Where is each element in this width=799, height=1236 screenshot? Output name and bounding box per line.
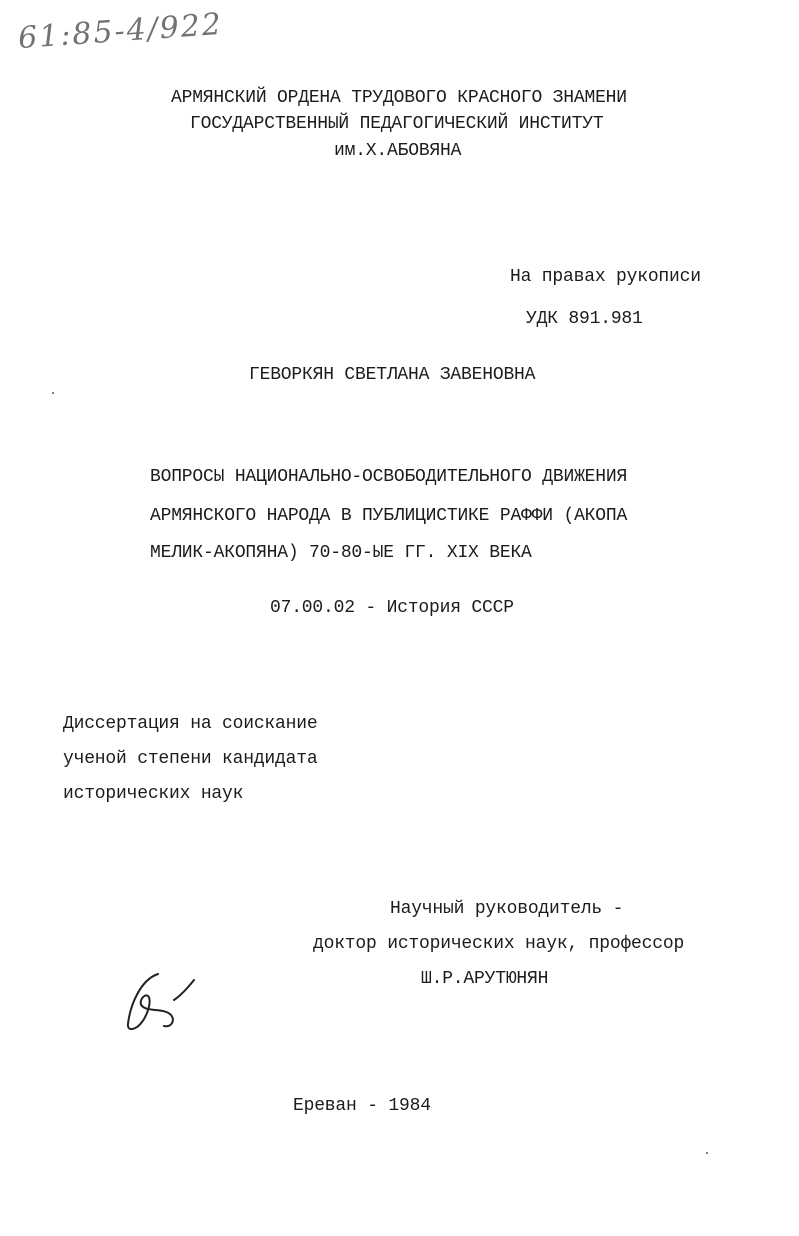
- thesis-title-line-3: МЕЛИК-АКОПЯНА) 70-80-ЫЕ ГГ. XIX ВЕКА: [150, 543, 532, 563]
- scan-speck: [706, 1152, 708, 1154]
- institution-line-2: ГОСУДАРСТВЕННЫЙ ПЕДАГОГИЧЕСКИЙ ИНСТИТУТ: [190, 114, 604, 134]
- thesis-title-line-1: ВОПРОСЫ НАЦИОНАЛЬНО-ОСВОБОДИТЕЛЬНОГО ДВИЖЕНИЯ: [150, 467, 628, 487]
- author-name: ГЕВОРКЯН СВЕТЛАНА ЗАВЕНОВНА: [249, 365, 536, 385]
- scan-speck: [52, 392, 54, 394]
- signature: [118, 966, 208, 1036]
- supervisor-line-2: доктор исторических наук, профессор: [313, 934, 685, 954]
- degree-line-3: исторических наук: [63, 784, 244, 804]
- degree-line-1: Диссертация на соискание: [63, 714, 318, 734]
- supervisor-line-1: Научный руководитель -: [390, 899, 624, 919]
- institution-line-3: им.Х.АБОВЯНА: [334, 141, 462, 161]
- handwritten-archive-number: 61:85-4/922: [17, 6, 225, 57]
- degree-line-2: ученой степени кандидата: [63, 749, 318, 769]
- place-and-year: Ереван - 1984: [293, 1096, 431, 1116]
- thesis-title-line-2: АРМЯНСКОГО НАРОДА В ПУБЛИЦИСТИКЕ РАФФИ (АКОПА: [150, 506, 628, 526]
- udk-code: УДК 891.981: [526, 309, 643, 329]
- institution-line-1: АРМЯНСКИЙ ОРДЕНА ТРУДОВОГО КРАСНОГО ЗНАМЕНИ: [171, 88, 627, 108]
- rights-note: На правах рукописи: [510, 267, 701, 287]
- specialty-code: 07.00.02 - История СССР: [270, 598, 514, 618]
- supervisor-line-3: Ш.Р.АРУТЮНЯН: [421, 969, 549, 989]
